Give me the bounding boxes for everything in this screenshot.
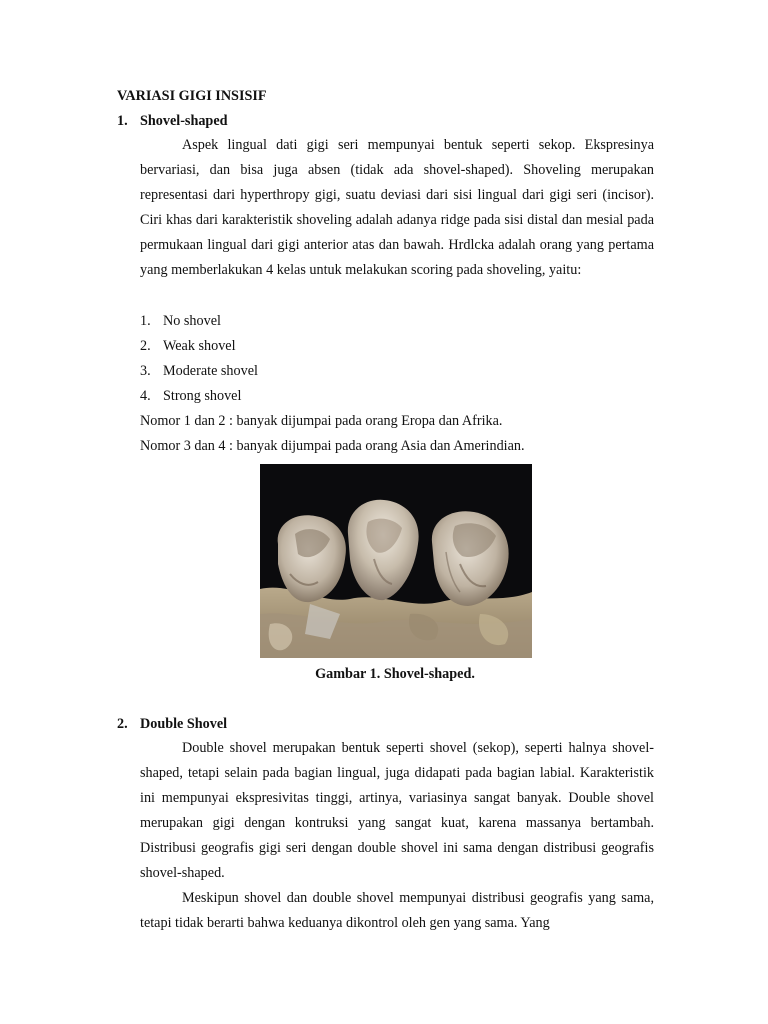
- section-2-heading: [117, 716, 227, 733]
- note-2: Nomor 3 dan 4 : banyak dijumpai pada orang Asia dan Amerindian.: [140, 438, 525, 454]
- list-item: 2. Weak shovel: [140, 338, 236, 354]
- document-title: VARIASI GIGI INSISIF: [117, 88, 267, 104]
- shovel-score-list: [140, 309, 258, 409]
- section-1-paragraph: Aspek lingual dati gigi seri mempunyai bentuk seperti sekop. Ekspresinya bervariasi, dan bisa juga absen (tidak ada shovel-shaped). Shoveling merupakan representasi dari hyperthropy gigi, suatu deviasi dari sisi lingual dari gigi seri (incisor). Ciri khas dari karakteristik shoveling adalah adanya ridge pada sisi distal dan mesial pada permukaan lingual dari gigi anterior atas dan bawah. Hrdlcka adalah orang yang pertama yang memberlakukan 4 kelas untuk melakukan scoring pada shoveling, yaitu:: [140, 137, 654, 278]
- shovel-shaped-teeth-photo: [260, 464, 532, 658]
- section-1-number: 1.: [117, 113, 128, 129]
- teeth-illustration: [260, 464, 532, 658]
- note-1: Nomor 1 dan 2 : banyak dijumpai pada orang Eropa dan Afrika.: [140, 413, 503, 429]
- section-1-title: Shovel-shaped: [140, 113, 228, 129]
- figure-caption: Gambar 1. Shovel-shaped.: [315, 666, 475, 682]
- section-2-paragraph-1: Double shovel merupakan bentuk seperti shovel (sekop), seperti halnya shovel-shaped, tetapi selain pada bagian lingual, juga didapati pada bagian labial. Karakteristik ini mempunyai ekspresivitas tinggi, artinya, variasinya sangat banyak. Double shovel merupakan gigi dengan kontruksi yang sangat kuat, karena massanya bertambah. Distribusi geografis gigi seri dengan double shovel ini sama dengan distribusi geografis shovel-shaped.: [140, 740, 654, 881]
- section-2-paragraph-2: Meskipun shovel dan double shovel mempunyai distribusi geografis yang sama, tetapi tidak berarti bahwa keduanya dikontrol oleh gen yang sama. Yang: [140, 890, 654, 931]
- list-item: 3. Moderate shovel: [140, 363, 258, 379]
- section-2-title: Double Shovel: [140, 716, 228, 732]
- section-1-heading: [117, 113, 228, 130]
- list-item: 1. No shovel: [140, 313, 221, 329]
- section-2-number: 2.: [117, 716, 128, 732]
- list-item: 4. Strong shovel: [140, 388, 242, 404]
